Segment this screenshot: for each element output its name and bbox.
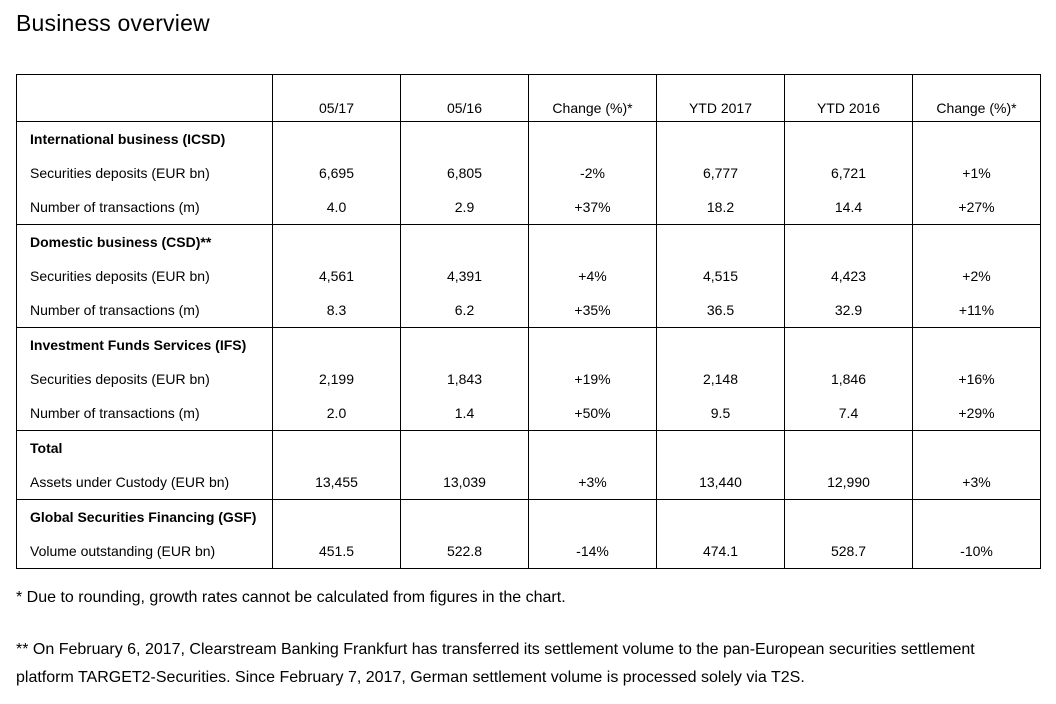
row-label: Securities deposits (EUR bn) bbox=[17, 156, 273, 190]
value-05-17: 4.0 bbox=[273, 190, 401, 225]
value-05-17: 2,199 bbox=[273, 362, 401, 396]
value-change-month: +37% bbox=[529, 190, 657, 225]
value-ytd-2017: 13,440 bbox=[657, 465, 785, 500]
group-title: Total bbox=[17, 431, 273, 466]
group-title-row bbox=[17, 225, 1041, 260]
value-05-17: 6,695 bbox=[273, 156, 401, 190]
header-row bbox=[17, 75, 1041, 122]
table-row bbox=[17, 534, 1041, 569]
value-change-ytd: +16% bbox=[913, 362, 1041, 396]
row-label: Securities deposits (EUR bn) bbox=[17, 362, 273, 396]
table-row bbox=[17, 190, 1041, 225]
value-ytd-2016: 32.9 bbox=[785, 293, 913, 328]
value-ytd-2017: 18.2 bbox=[657, 190, 785, 225]
value-change-month: +50% bbox=[529, 396, 657, 431]
value-ytd-2016: 6,721 bbox=[785, 156, 913, 190]
value-change-ytd: -10% bbox=[913, 534, 1041, 569]
value-ytd-2016: 528.7 bbox=[785, 534, 913, 569]
column-header-05-17: 05/17 bbox=[273, 75, 401, 122]
business-overview-table bbox=[16, 74, 1041, 569]
value-05-16: 2.9 bbox=[401, 190, 529, 225]
value-change-month: +4% bbox=[529, 259, 657, 293]
value-change-ytd: +29% bbox=[913, 396, 1041, 431]
value-change-ytd: +11% bbox=[913, 293, 1041, 328]
value-change-month: -14% bbox=[529, 534, 657, 569]
row-label: Assets under Custody (EUR bn) bbox=[17, 465, 273, 500]
group-title: Domestic business (CSD)** bbox=[17, 225, 273, 260]
value-05-16: 4,391 bbox=[401, 259, 529, 293]
group-title-row bbox=[17, 122, 1041, 157]
value-ytd-2016: 7.4 bbox=[785, 396, 913, 431]
value-ytd-2016: 12,990 bbox=[785, 465, 913, 500]
value-ytd-2017: 6,777 bbox=[657, 156, 785, 190]
column-header-05-16: 05/16 bbox=[401, 75, 529, 122]
value-ytd-2016: 14.4 bbox=[785, 190, 913, 225]
group-title-row bbox=[17, 500, 1041, 535]
value-ytd-2017: 4,515 bbox=[657, 259, 785, 293]
value-05-16: 1,843 bbox=[401, 362, 529, 396]
value-05-16: 6.2 bbox=[401, 293, 529, 328]
value-05-16: 1.4 bbox=[401, 396, 529, 431]
table-row bbox=[17, 156, 1041, 190]
column-header-label bbox=[17, 75, 273, 122]
footnote-t2s-migration: ** On February 6, 2017, Clearstream Banking Frankfurt has transferred its settlement volume to the pan-European securities settlement platform TARGET2-Securities. Since February 7, 2017, German settlement volume is processed solely via T2S. bbox=[16, 641, 975, 686]
value-change-ytd: +27% bbox=[913, 190, 1041, 225]
value-change-month: +3% bbox=[529, 465, 657, 500]
value-change-ytd: +2% bbox=[913, 259, 1041, 293]
value-change-ytd: +1% bbox=[913, 156, 1041, 190]
group-title-row bbox=[17, 431, 1041, 466]
column-header-change-month: Change (%)* bbox=[529, 75, 657, 122]
footnote-rounding: * Due to rounding, growth rates cannot be calculated from figures in the chart. bbox=[16, 589, 566, 606]
group-title: Investment Funds Services (IFS) bbox=[17, 328, 273, 363]
value-change-month: +19% bbox=[529, 362, 657, 396]
value-ytd-2017: 36.5 bbox=[657, 293, 785, 328]
value-05-17: 451.5 bbox=[273, 534, 401, 569]
value-05-17: 4,561 bbox=[273, 259, 401, 293]
value-ytd-2017: 9.5 bbox=[657, 396, 785, 431]
table-row bbox=[17, 396, 1041, 431]
table-row bbox=[17, 362, 1041, 396]
column-header-ytd-2017: YTD 2017 bbox=[657, 75, 785, 122]
value-change-ytd: +3% bbox=[913, 465, 1041, 500]
group-title-row bbox=[17, 328, 1041, 363]
table-row bbox=[17, 259, 1041, 293]
group-title: Global Securities Financing (GSF) bbox=[17, 500, 273, 535]
value-05-16: 522.8 bbox=[401, 534, 529, 569]
row-label: Number of transactions (m) bbox=[17, 293, 273, 328]
value-05-17: 2.0 bbox=[273, 396, 401, 431]
page-title: Business overview bbox=[16, 10, 210, 36]
column-header-ytd-2016: YTD 2016 bbox=[785, 75, 913, 122]
value-ytd-2017: 474.1 bbox=[657, 534, 785, 569]
group-title: International business (ICSD) bbox=[17, 122, 273, 157]
value-05-17: 8.3 bbox=[273, 293, 401, 328]
value-ytd-2016: 1,846 bbox=[785, 362, 913, 396]
value-05-16: 13,039 bbox=[401, 465, 529, 500]
row-label: Volume outstanding (EUR bn) bbox=[17, 534, 273, 569]
table-row bbox=[17, 465, 1041, 500]
value-ytd-2017: 2,148 bbox=[657, 362, 785, 396]
value-05-17: 13,455 bbox=[273, 465, 401, 500]
value-change-month: -2% bbox=[529, 156, 657, 190]
value-change-month: +35% bbox=[529, 293, 657, 328]
row-label: Number of transactions (m) bbox=[17, 190, 273, 225]
value-05-16: 6,805 bbox=[401, 156, 529, 190]
table-row bbox=[17, 293, 1041, 328]
row-label: Securities deposits (EUR bn) bbox=[17, 259, 273, 293]
value-ytd-2016: 4,423 bbox=[785, 259, 913, 293]
row-label: Number of transactions (m) bbox=[17, 396, 273, 431]
column-header-change-ytd: Change (%)* bbox=[913, 75, 1041, 122]
